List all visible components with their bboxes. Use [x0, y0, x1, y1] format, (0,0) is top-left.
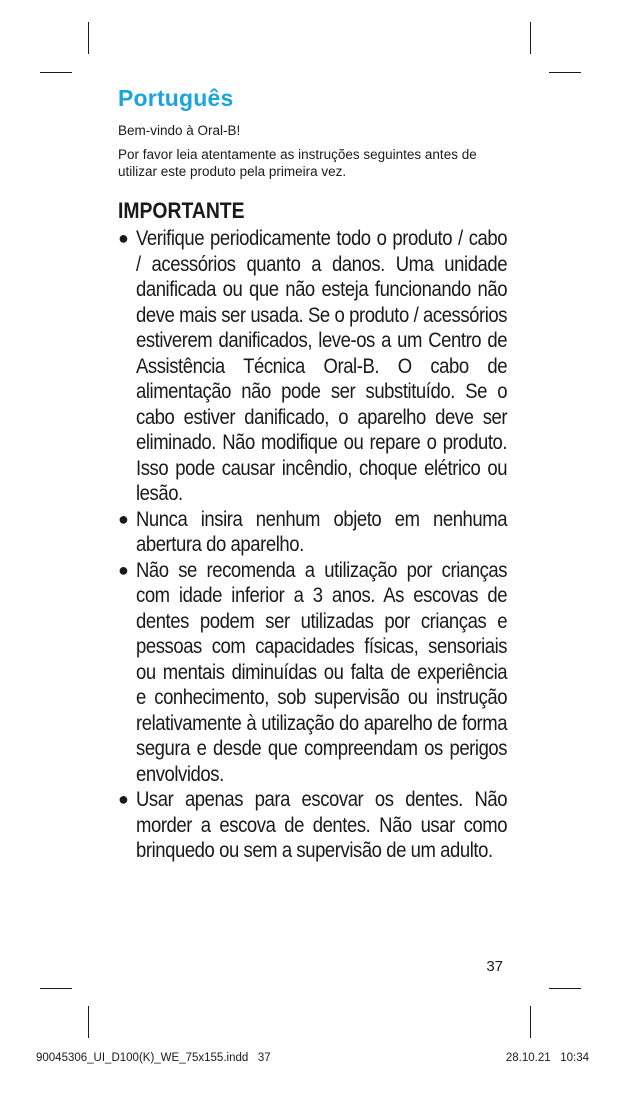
- crop-mark-top-right-horizontal: [549, 72, 581, 73]
- footer-date: 28.10.21 10:34: [505, 1052, 589, 1064]
- list-item-text: Verifique periodicamente todo o produto / cabo / acessórios quanto a danos. Uma unidade danificada ou que não esteja funcionando não deve mais ser usada. Se o produto / acessórios estiverem danificados, leve-os a um Centro de Assistência Técnica Oral-B. O cabo de alimentação não pode ser substituído. Se o cabo estiver danificado, o aparelho deve ser eliminado. Não modifique ou repare o produto. Isso pode causar incêndio, choque elétrico ou lesão.: [136, 226, 508, 505]
- crop-mark-bottom-left-horizontal: [40, 988, 72, 989]
- crop-mark-bottom-right-vertical: [530, 1006, 531, 1038]
- crop-mark-top-left-vertical: [88, 22, 89, 54]
- bullet-icon: ●: [118, 559, 129, 580]
- list-item: [118, 787, 508, 864]
- bullet-icon: ●: [118, 228, 129, 248]
- list-item: [118, 226, 508, 507]
- intro-instructions: Por favor leia atentamente as instruções seguintes antes de utilizar este produto pela primeira vez.: [118, 147, 477, 179]
- list-item: [118, 558, 508, 788]
- language-title: Português: [118, 85, 234, 111]
- safety-list: [118, 226, 508, 864]
- welcome-text: Bem-vindo à Oral-B!: [118, 123, 241, 138]
- crop-mark-top-right-vertical: [530, 22, 531, 54]
- bullet-icon: ●: [118, 508, 129, 529]
- important-heading: IMPORTANTE: [118, 198, 245, 223]
- crop-mark-bottom-right-horizontal: [549, 988, 581, 989]
- list-item: [118, 507, 508, 558]
- page-number: 37: [486, 958, 503, 975]
- page-content: [118, 84, 508, 864]
- list-item-text: Usar apenas para escovar os dentes. Não morder a escova de dentes. Não usar como brinquedo ou sem a supervisão de um adulto.: [136, 787, 508, 862]
- list-item-text: Não se recomenda a utilização por crianças com idade inferior a 3 anos. As escovas de dentes podem ser utilizadas por crianças e pessoas com capacidades físicas, sensoriais ou mentais diminuídas ou falta de experiência e conhecimento, sob supervisão ou instrução relativamente à utilização do aparelho de forma segura e desde que compreendam os perigos envolvidos.: [136, 557, 508, 786]
- bullet-icon: ●: [118, 789, 129, 809]
- footer-file-name: 90045306_UI_D100(K)_WE_75x155.indd 37: [36, 1052, 271, 1064]
- crop-mark-top-left-horizontal: [40, 72, 72, 73]
- crop-mark-bottom-left-vertical: [88, 1006, 89, 1038]
- list-item-text: Nunca insira nenhum objeto em nenhuma abertura do aparelho.: [136, 506, 508, 556]
